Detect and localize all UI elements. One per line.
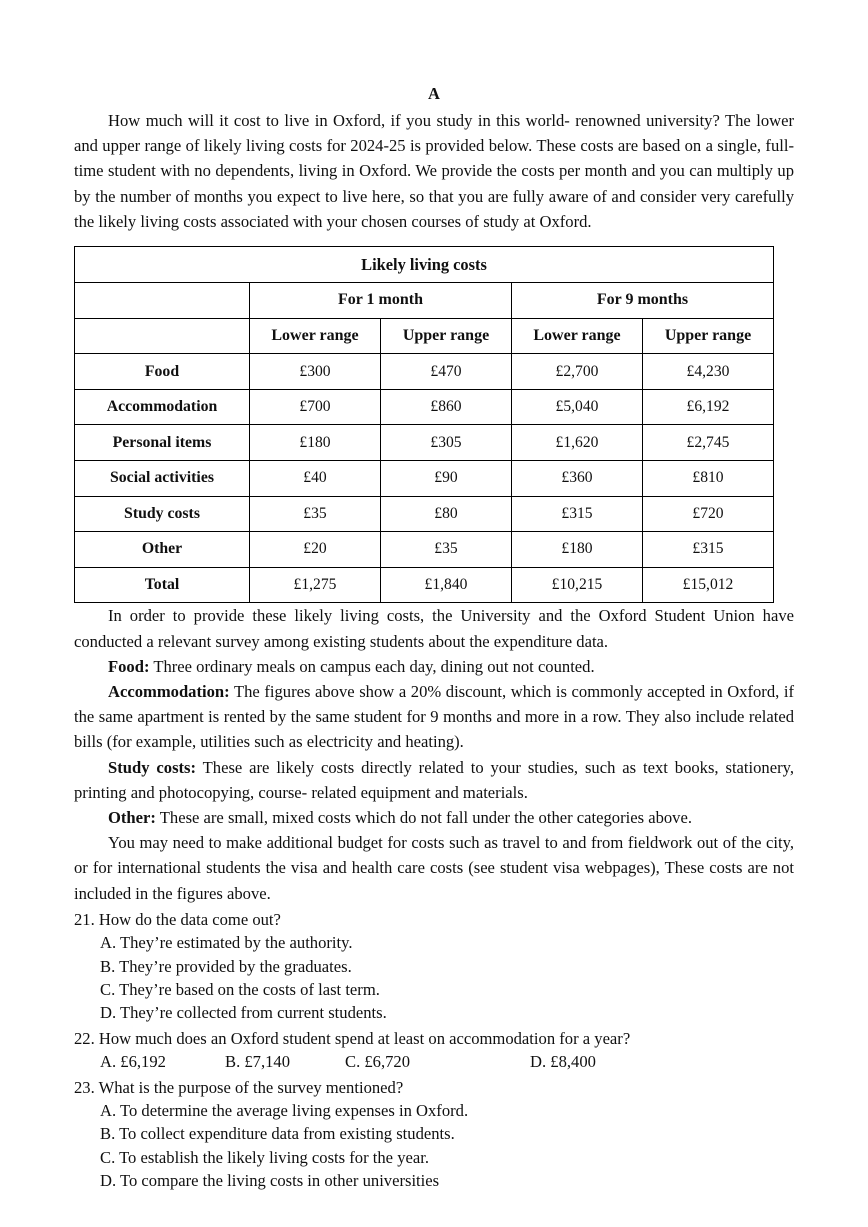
row-label: Social activities — [75, 460, 250, 496]
row-label: Other — [75, 532, 250, 568]
group-header-blank — [75, 283, 250, 319]
cell-1m-lower: £300 — [250, 354, 381, 390]
food-note — [74, 654, 794, 679]
cell-1m-upper: £80 — [381, 496, 512, 532]
cell-9m-lower: £315 — [512, 496, 643, 532]
table-row — [75, 389, 774, 425]
cell-1m-upper: £1,840 — [381, 567, 512, 603]
row-label: Personal items — [75, 425, 250, 461]
accommodation-note — [74, 679, 794, 755]
table-row — [75, 496, 774, 532]
cell-1m-lower: £40 — [250, 460, 381, 496]
question-22-option-c[interactable]: C. £6,720 — [345, 1052, 410, 1072]
cell-9m-lower: £1,620 — [512, 425, 643, 461]
question-23 — [74, 1076, 794, 1193]
cell-9m-upper: £2,745 — [643, 425, 774, 461]
column-header-1m-lower: Lower range — [250, 318, 381, 354]
question-23-option-a[interactable]: A. To determine the average living expenses in Oxford. — [100, 1101, 469, 1121]
question-22 — [74, 1027, 794, 1074]
cell-9m-upper: £315 — [643, 532, 774, 568]
cell-9m-upper: £720 — [643, 496, 774, 532]
cell-9m-lower: £5,040 — [512, 389, 643, 425]
table-row-total — [75, 567, 774, 603]
cell-1m-lower: £1,275 — [250, 567, 381, 603]
question-22-text: 22. How much does an Oxford student spend at least on accommodation for a year? — [74, 1028, 631, 1048]
column-header-9m-lower: Lower range — [512, 318, 643, 354]
question-21-option-c[interactable]: C. They’re based on the costs of last term. — [100, 980, 380, 1000]
column-header-1m-upper: Upper range — [381, 318, 512, 354]
question-22-options — [100, 1050, 794, 1073]
intro-paragraph: How much will it cost to live in Oxford, if you study in this world- renowned university? The lower and upper range of likely living costs for 2024-25 is provided below. These costs are based on a single, full-time student with no dependents, living in Oxford. We provide the costs per month and you can multiply up by the number of months you expect to live here, so that you are fully aware of and consider very carefully the likely living costs associated with your chosen courses of study at Oxford. — [74, 111, 794, 231]
question-21 — [74, 908, 794, 1025]
table-title-row — [75, 247, 774, 283]
accommodation-note-label: Accommodation: — [108, 681, 230, 701]
cell-1m-lower: £180 — [250, 425, 381, 461]
question-21-text: 21. How do the data come out? — [74, 909, 281, 929]
cell-9m-lower: £10,215 — [512, 567, 643, 603]
study-costs-note — [74, 755, 794, 805]
row-label: Study costs — [75, 496, 250, 532]
study-costs-note-text: These are likely costs directly related to your studies, such as text books, stationery, printing and photocopying, course- related equipment and materials. — [74, 757, 794, 802]
table-column-header-row — [75, 318, 774, 354]
table-row — [75, 532, 774, 568]
cell-1m-lower: £700 — [250, 389, 381, 425]
cell-1m-upper: £470 — [381, 354, 512, 390]
cell-9m-lower: £360 — [512, 460, 643, 496]
table-row — [75, 460, 774, 496]
question-23-text: 23. What is the purpose of the survey mentioned? — [74, 1077, 404, 1097]
question-23-option-c[interactable]: C. To establish the likely living costs for the year. — [100, 1147, 429, 1167]
document-content — [74, 84, 794, 1193]
question-21-option-b[interactable]: B. They’re provided by the graduates. — [100, 956, 352, 976]
section-letter: A — [427, 84, 441, 103]
cell-9m-upper: £15,012 — [643, 567, 774, 603]
question-22-option-b[interactable]: B. £7,140 — [225, 1052, 290, 1072]
question-22-option-a[interactable]: A. £6,192 — [100, 1052, 166, 1072]
cell-9m-lower: £2,700 — [512, 354, 643, 390]
cell-9m-lower: £180 — [512, 532, 643, 568]
table-row — [75, 425, 774, 461]
group-header-1-month: For 1 month — [250, 283, 512, 319]
row-label: Accommodation — [75, 389, 250, 425]
cell-1m-upper: £35 — [381, 532, 512, 568]
row-label: Total — [75, 567, 250, 603]
cell-1m-lower: £20 — [250, 532, 381, 568]
cell-1m-upper: £90 — [381, 460, 512, 496]
likely-living-costs-table — [74, 246, 774, 603]
food-note-label: Food: — [108, 656, 150, 676]
column-header-9m-upper: Upper range — [643, 318, 774, 354]
additional-budget-note: You may need to make additional budget for costs such as travel to and from fieldwork out of the city, or for international students the visa and health care costs (see student visa webpages), These costs are not included in the figures above. — [74, 833, 794, 903]
study-costs-note-label: Study costs: — [108, 757, 197, 777]
question-23-option-d[interactable]: D. To compare the living costs in other universities — [100, 1171, 440, 1191]
table-group-header-row — [75, 283, 774, 319]
table-row — [75, 354, 774, 390]
food-note-text: Three ordinary meals on campus each day, dining out not counted. — [149, 656, 595, 676]
cell-9m-upper: £810 — [643, 460, 774, 496]
cell-9m-upper: £4,230 — [643, 354, 774, 390]
group-header-9-months: For 9 months — [512, 283, 774, 319]
question-22-option-d[interactable]: D. £8,400 — [530, 1052, 596, 1072]
other-note-label: Other: — [108, 807, 156, 827]
cell-1m-lower: £35 — [250, 496, 381, 532]
row-label: Food — [75, 354, 250, 390]
other-note-text: These are small, mixed costs which do not fall under the other categories above. — [155, 807, 692, 827]
column-header-blank — [75, 318, 250, 354]
accommodation-note-text: The figures above show a 20% discount, which is commonly accepted in Oxford, if the same apartment is rented by the same student for 9 months and more in a row. They also include related bills (for example, utilities such as electricity and heating). — [74, 681, 794, 752]
question-23-option-b[interactable]: B. To collect expenditure data from existing students. — [100, 1124, 455, 1144]
other-note — [74, 805, 794, 830]
table-title: Likely living costs — [75, 247, 774, 283]
question-21-option-d[interactable]: D. They’re collected from current students. — [100, 1003, 387, 1023]
cell-1m-upper: £305 — [381, 425, 512, 461]
cell-9m-upper: £6,192 — [643, 389, 774, 425]
cell-1m-upper: £860 — [381, 389, 512, 425]
survey-paragraph: In order to provide these likely living costs, the University and the Oxford Student Union have conducted a relevant survey among existing students about the expenditure data. — [74, 606, 794, 651]
question-21-option-a[interactable]: A. They’re estimated by the authority. — [100, 933, 353, 953]
